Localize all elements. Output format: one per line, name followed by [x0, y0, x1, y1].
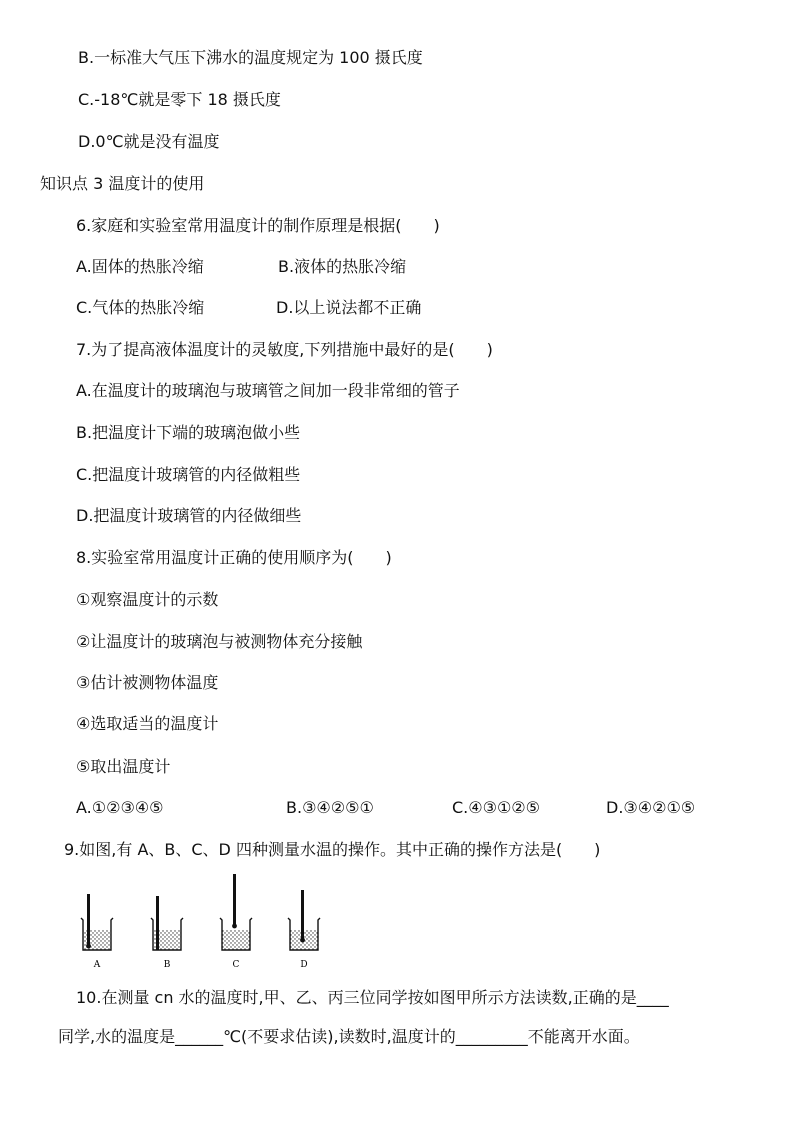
knowledge-point-heading: 知识点 3 温度计的使用 [40, 174, 205, 193]
beaker-c [220, 874, 252, 970]
q7-option-b: B.把温度计下端的玻璃泡做小些 [76, 423, 301, 442]
beaker-b [151, 896, 183, 970]
q7-option-c: C.把温度计玻璃管的内径做粗些 [76, 465, 301, 484]
thermometer-b [156, 896, 159, 950]
question-7: 7.为了提高液体温度计的灵敏度,下列措施中最好的是( ) [76, 340, 493, 359]
label-a: A [93, 960, 101, 970]
thermometer-a [87, 894, 90, 946]
label-b: B [163, 960, 171, 970]
q8-step-1: ①观察温度计的示数 [76, 590, 219, 609]
beaker-a [81, 894, 113, 970]
q8-option-a: A.①②③④⑤ [76, 798, 164, 817]
q8-step-2: ②让温度计的玻璃泡与被测物体充分接触 [76, 632, 363, 651]
thermometer-c [233, 874, 236, 926]
thermometer-d [301, 890, 304, 940]
beaker-d [288, 890, 320, 970]
q8-step-3: ③估计被测物体温度 [76, 673, 219, 692]
q8-option-b: B.③④②⑤① [286, 798, 374, 817]
q8-option-d: D.③④②①⑤ [606, 798, 696, 817]
question-9: 9.如图,有 A、B、C、D 四种测量水温的操作。其中正确的操作方法是( ) [64, 840, 601, 859]
question-8: 8.实验室常用温度计正确的使用顺序为( ) [76, 548, 392, 567]
question-6: 6.家庭和实验室常用温度计的制作原理是根据( ) [76, 216, 440, 235]
q6-option-b: B.液体的热胀冷缩 [278, 257, 407, 276]
label-c: C [232, 960, 240, 970]
question-10-line-2: 同学,水的温度是______℃(不要求估读),读数时,温度计的_________不能离开水面。 [58, 1027, 640, 1046]
q6-option-d: D.以上说法都不正确 [276, 298, 422, 317]
label-d: D [300, 960, 308, 970]
beaker-diagram [80, 872, 330, 972]
option-b-text: B.一标准大气压下沸水的温度规定为 100 摄氏度 [78, 48, 423, 67]
q6-option-c: C.气体的热胀冷缩 [76, 298, 205, 317]
question-10-line-1: 10.在测量 cn 水的温度时,甲、乙、丙三位同学按如图甲所示方法读数,正确的是____ [76, 988, 669, 1007]
option-d-text: D.0℃就是没有温度 [78, 132, 220, 151]
option-c-text: C.-18℃就是零下 18 摄氏度 [78, 90, 281, 109]
q8-option-c: C.④③①②⑤ [452, 798, 540, 817]
q8-step-4: ④选取适当的温度计 [76, 714, 219, 733]
q7-option-a: A.在温度计的玻璃泡与玻璃管之间加一段非常细的管子 [76, 381, 460, 400]
beaker-figure [80, 872, 330, 972]
q6-option-a: A.固体的热胀冷缩 [76, 257, 204, 276]
q8-step-5: ⑤取出温度计 [76, 757, 171, 776]
q7-option-d: D.把温度计玻璃管的内径做细些 [76, 506, 302, 525]
